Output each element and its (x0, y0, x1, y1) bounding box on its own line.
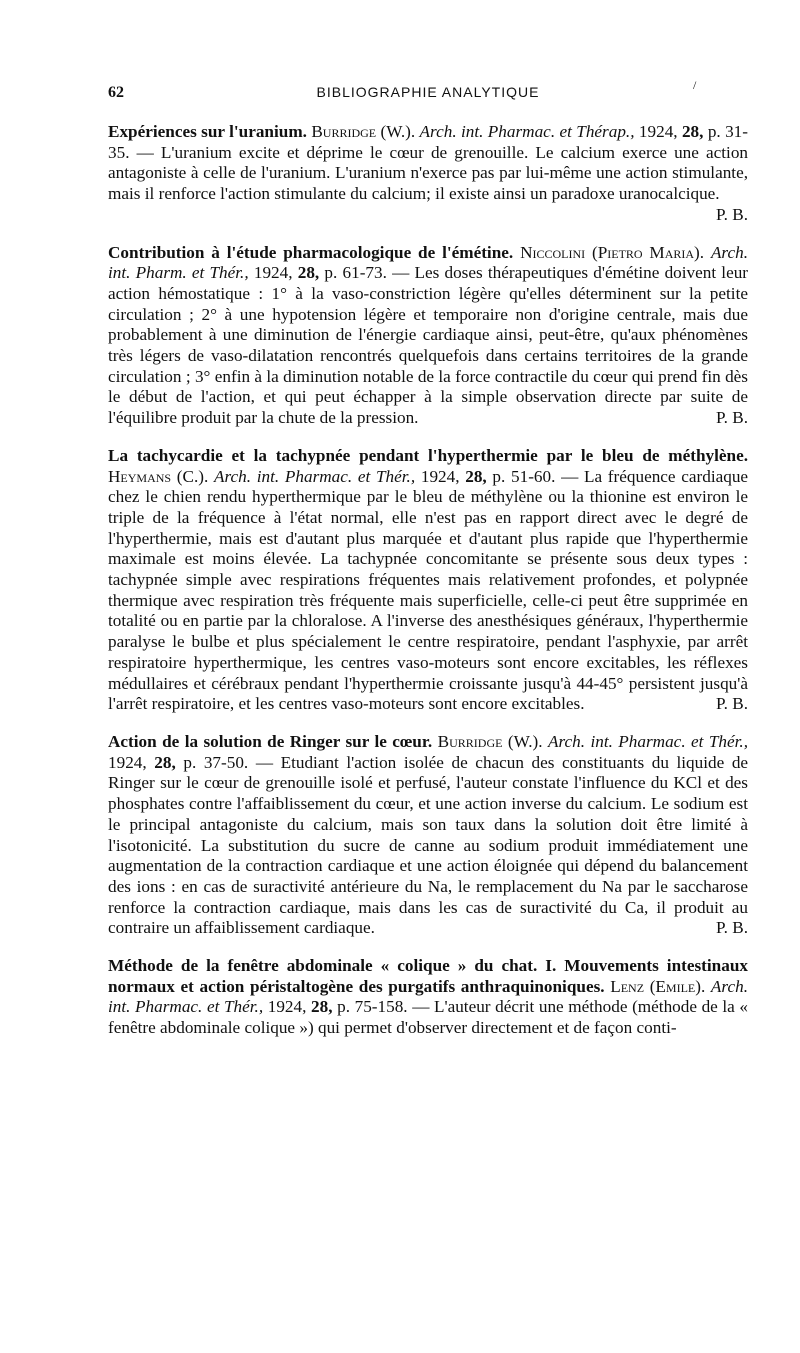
entry-journal: Arch. int. Pharm. et Thér., (108, 242, 749, 283)
entry-volume: 28, (465, 466, 487, 486)
bibliography-entry (108, 732, 748, 939)
entry-body: — Etudiant l'action isolée de chacun des constituants du liquide de Ringer sur le cœur de grenouille isolé et perfusé, l'auteur constate l'influence du KCl et des phosphates contre l'affaiblissement du cœur, et une action inverse du calcium. Le sodium est le principal antagoniste du calcium, mais son taux dans la solution doit être limité à l'isotonicité. La substitution du sucre de canne au sodium produit immédiatement une augmentation de la contraction cardiaque et une action éloignée qui dépend du balancement des ions : en cas de suractivité antérieure du Na, le remplacement du Na par le saccharose renforce la contraction cardiaque, mais dans les cas de suractivité du Ca, il produit au contraire un affaiblissement cardiaque. (108, 752, 749, 938)
entry-author: Niccolini (Pietro Maria). (520, 242, 705, 262)
bibliography-entry (108, 122, 748, 226)
entry-author: Lenz (Emile). (610, 976, 706, 996)
page-header (108, 78, 748, 108)
entry-author: Burridge (W.). (311, 122, 416, 141)
entry-title: Expériences sur l'uranium. (108, 122, 307, 141)
entry-volume: 28, (154, 752, 176, 772)
entry-pages: p. 51-60. (492, 466, 556, 486)
entry-year: 1924, (420, 466, 460, 486)
running-title: BIBLIOGRAPHIE ANALYTIQUE (316, 84, 540, 100)
bibliography-entry (108, 956, 748, 1039)
entry-volume: 28, (297, 263, 320, 283)
entry-body: — Les doses thérapeutiques d'émétine doivent leur action hémostatique : 1° à la vaso-constriction légère qu'elles déterminent sur la petite circulation ; 2° à une hypotension légère et temporaire non d'origine centrale, mais due probablement à une diminution de l'énergie cardiaque ainsi, peut-être, qu'aux phénomènes très légers de vaso-dilatation rencontrés quelquefois dans certains territoires de la grande circulation ; 3° enfin à la diminution notable de la force contractile du cœur qui prend fin dès le début de l'action, et qui peut échapper à la simple observation directe par suite de l'équilibre produit par la chute de la pression. (108, 263, 749, 428)
entry-journal: Arch. int. Pharmac. et Thér., (214, 466, 416, 486)
page-number: 62 (108, 84, 124, 101)
entry-body: — L'auteur décrit une méthode (méthode de la « fenêtre abdominale colique ») qui permet d'observer directement et de façon conti- (108, 997, 749, 1038)
entry-pages: p. 31-35. (108, 122, 748, 162)
entry-body: — L'uranium excite et déprime le cœur de grenouille. Le calcium exerce une action antagoniste à celle de l'uranium. L'uranium n'exerce pas par lui-même une action stimulante, mais il renforce l'action stimulante du calcium; il existe ainsi un paradoxe uranocalcique. (108, 142, 749, 204)
bibliography-entry (108, 446, 748, 715)
entry-year: 1924, (638, 122, 678, 141)
entry-title: Action de la solution de Ringer sur le cœur. (108, 731, 433, 751)
entry-pages: p. 37-50. (183, 752, 249, 772)
entry-title: Contribution à l'étude pharmacologique de l'émétine. (108, 242, 514, 262)
bibliography-entry (108, 243, 748, 429)
stray-mark: / (693, 78, 697, 92)
entry-title: Méthode de la fenêtre abdominale « colique » du chat. I. Mouvements intestinaux normaux et action péristaltogène des purgatifs anthraquinoniques. (108, 956, 748, 996)
entry-pages: p. 61-73. (324, 263, 387, 283)
entry-year: 1924, (253, 263, 293, 283)
entry-volume: 28, (311, 997, 333, 1017)
entry-initials: P. B. (715, 408, 748, 428)
entry-pages: p. 75-158. (337, 997, 408, 1017)
entry-title: La tachycardie et la tachypnée pendant l'hyperthermie par le bleu de méthylène. (108, 445, 748, 465)
entry-author: Heymans (C.). (108, 466, 209, 486)
bibliography-entries (108, 122, 748, 1039)
entry-initials: P. B. (715, 204, 748, 224)
entry-year: 1924, (108, 752, 147, 772)
entry-journal: Arch. int. Pharmac. et Thér., (108, 976, 748, 1017)
entry-initials: P. B. (715, 918, 748, 938)
entry-journal: Arch. int. Pharmac. et Thér., (547, 731, 749, 751)
entry-body: — La fréquence cardiaque chez le chien rendu hyperthermique par le bleu de méthylène ou la thionine est environ le triple de la fréquence à l'état normal, elle n'est pas en rapport direct avec le degré de l'hyperthermie, mais est d'autant plus marquée et d'autant plus rapide que l'hyperthermie maximale est moins élevée. La tachypnée concomitante se présente sous deux types : tachypnée simple avec respirations fréquentes mais relativement profondes, et polypnée thermique avec respiration très fréquente mais superficielle, celle-ci peut être supprimée en totalité ou en partie par la chloralose. A l'inverse des anesthésiques généraux, l'hyperthermie paralyse le bulbe et plus spécialement le centre respiratoire, pendant l'asphyxie, par arrêt respiratoire hyperthermique, les centres vaso-moteurs sont encore excitables, les réflexes médullaires et cérébraux pendant l'hyperthermie croissante jusqu'à 44-45° persistent jusqu'à l'arrêt respiratoire, et les centres vaso-moteurs sont encore excitables. (108, 466, 749, 714)
entry-journal: Arch. int. Pharmac. et Thérap., (419, 122, 635, 141)
entry-author: Burridge (W.). (437, 731, 543, 751)
entry-volume: 28, (681, 122, 704, 141)
entry-year: 1924, (267, 997, 307, 1017)
entry-initials: P. B. (715, 694, 748, 714)
